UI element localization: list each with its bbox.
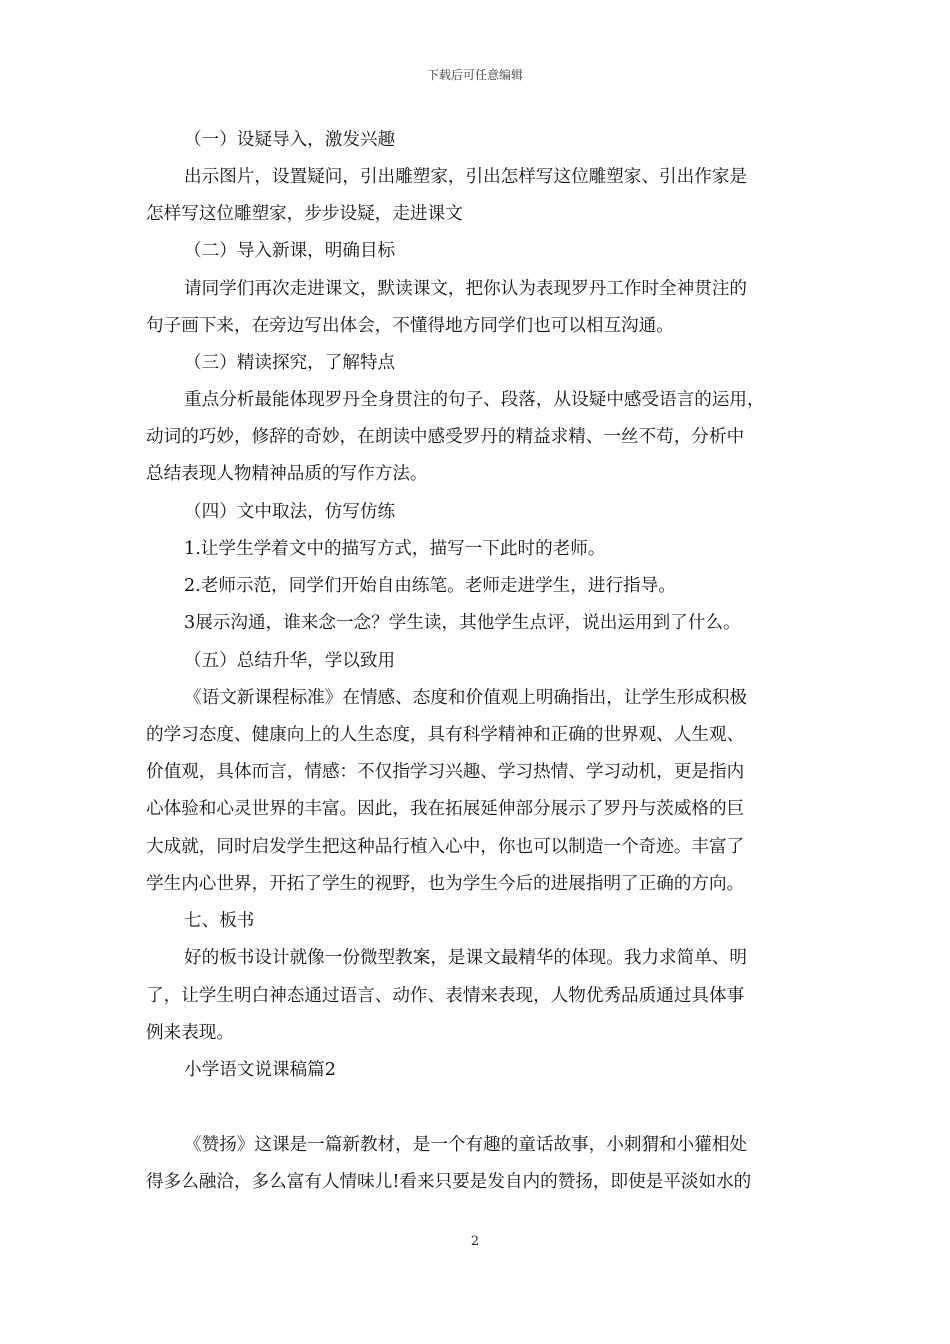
paragraph-line: 得多么融洽，多么富有人情味儿!看来只要是发自内的赞扬，即使是平淡如水的 xyxy=(146,1172,752,1192)
list-item: 3展示沟通，谁来念一念？学生读，其他学生点评，说出运用到了什么。 xyxy=(184,613,741,633)
list-item: 2.老师示范，同学们开始自由练笔。老师走进学生，进行指导。 xyxy=(184,576,676,596)
paragraph-line: 总结表现人物精神品质的写作方法。 xyxy=(146,464,428,484)
paragraph-line: 例来表现。 xyxy=(146,1023,234,1043)
paragraph-line: 请同学们再次走进课文，默读课文，把你认为表现罗丹工作时全神贯注的 xyxy=(184,279,748,299)
paragraph-line: 《赞扬》这课是一篇新教材，是一个有趣的童话故事，小刺猬和小獾相处 xyxy=(184,1135,748,1155)
paragraph-line: 好的板书设计就像一份微型教案，是课文最精华的体现。我力求简单、明 xyxy=(184,948,748,968)
page-header: 下载后可任意编辑 xyxy=(426,68,523,82)
paragraph-line: 《语文新课程标准》在情感、态度和价值观上明确指出，让学生形成积极 xyxy=(184,688,748,708)
paragraph-line: 出示图片，设置疑问，引出雕塑家，引出怎样写这位雕塑家、引出作家是 xyxy=(184,167,748,187)
list-item: 1.让学生学着文中的描写方式，描写一下此时的老师。 xyxy=(184,539,606,559)
paragraph-line: 的学习态度、健康向上的人生态度，具有科学精神和正确的世界观、人生观、 xyxy=(146,725,745,745)
paragraph-line: 价值观，具体而言，情感：不仅指学习兴趣、学习热情、学习动机，更是指内 xyxy=(146,762,745,782)
paragraph-line: 句子画下来，在旁边写出体会，不懂得地方同学们也可以相互沟通。 xyxy=(146,316,674,336)
section-heading-5: （五）总结升华，学以致用 xyxy=(184,651,396,671)
section-heading-2: （二）导入新课，明确目标 xyxy=(184,241,396,261)
paragraph-line: 大成就，同时启发学生把这种品行植入心中，你也可以制造一个奇迹。丰富了 xyxy=(146,837,745,857)
article-title: 小学语文说课稿篇2 xyxy=(184,1060,336,1080)
paragraph-line: 重点分析最能体现罗丹全身贯注的句子、段落，从设疑中感受语言的运用， xyxy=(184,390,765,410)
paragraph-line: 了，让学生明白神态通过语言、动作、表情来表现，人物优秀品质通过具体事 xyxy=(146,986,745,1006)
paragraph-line: 怎样写这位雕塑家，步步设疑，走进课文 xyxy=(146,204,463,224)
section-heading-1: （一）设疑导入，激发兴趣 xyxy=(184,130,396,150)
section-heading-7: 七、板书 xyxy=(184,911,255,931)
paragraph-line: 动词的巧妙，修辞的奇妙，在朗读中感受罗丹的精益求精、一丝不苟，分析中 xyxy=(146,427,745,447)
paragraph-line: 心体验和心灵世界的丰富。因此，我在拓展延伸部分展示了罗丹与茨威格的巨 xyxy=(146,799,745,819)
section-heading-4: （四）文中取法，仿写仿练 xyxy=(184,502,396,522)
page-number: 2 xyxy=(470,1234,480,1249)
paragraph-line: 学生内心世界，开拓了学生的视野，也为学生今后的进展指明了正确的方向。 xyxy=(146,874,745,894)
section-heading-3: （三）精读探究，了解特点 xyxy=(184,353,396,373)
